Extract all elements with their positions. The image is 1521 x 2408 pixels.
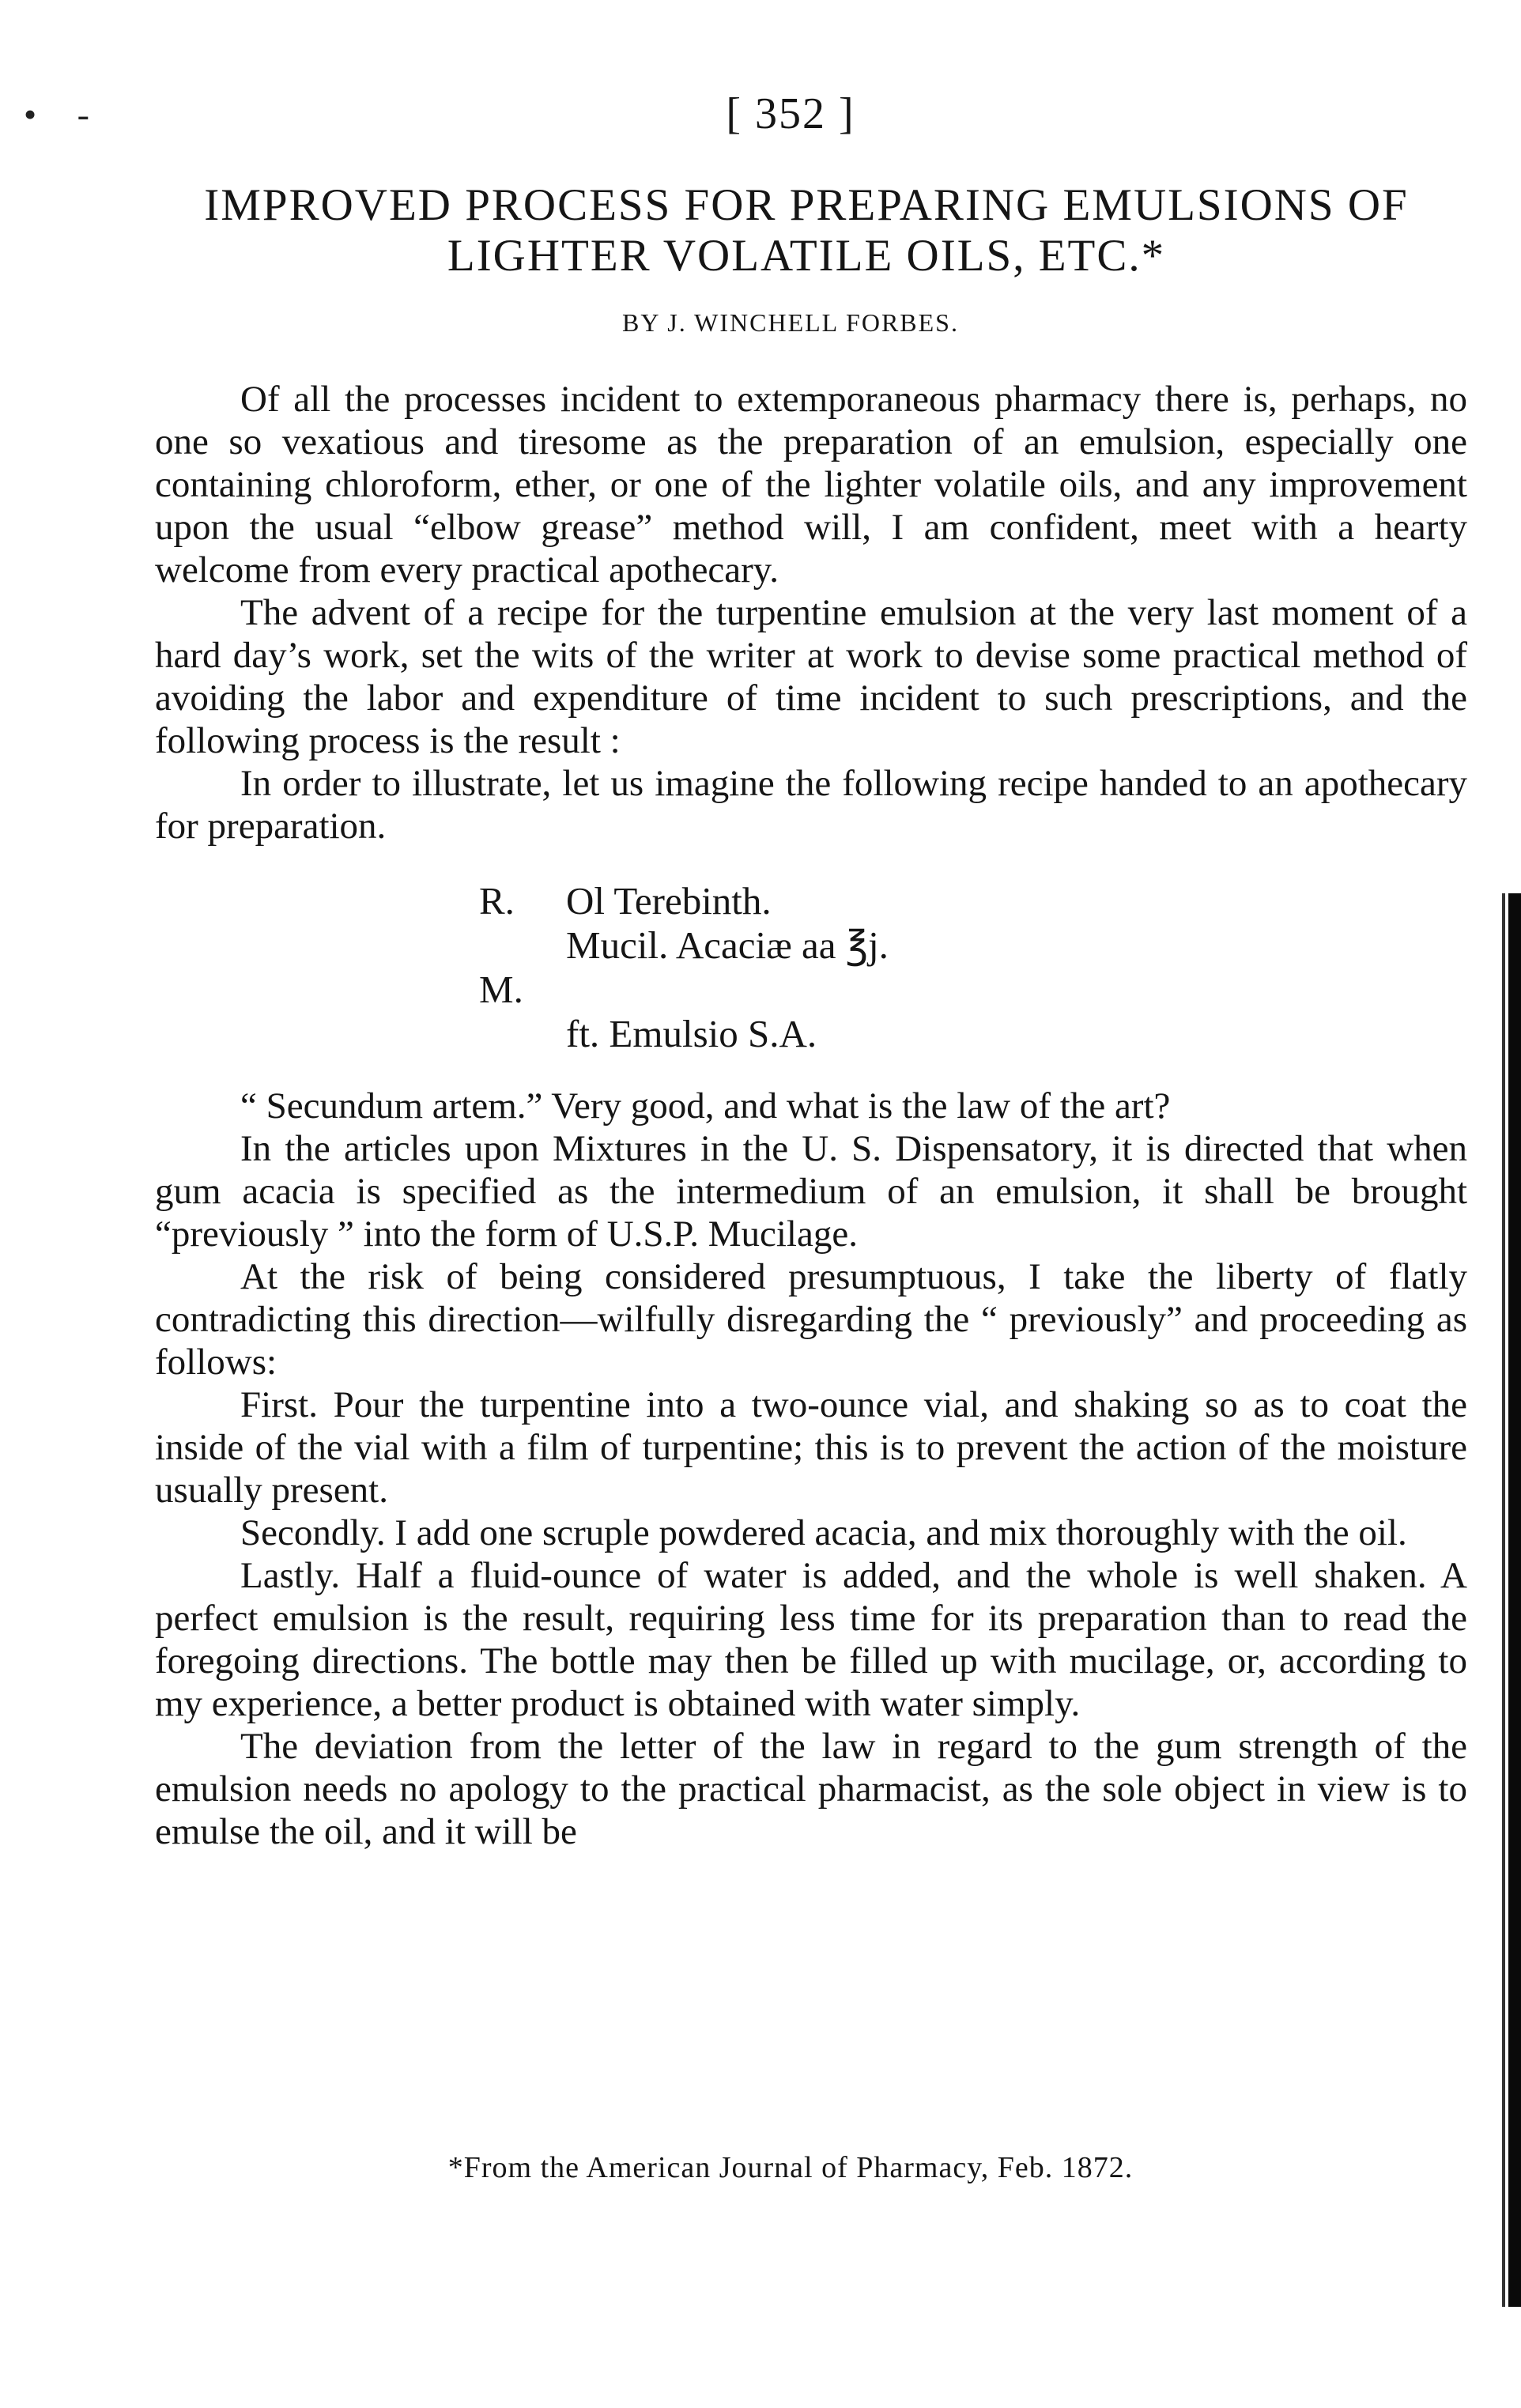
paragraph-6: At the risk of being considered presumptuous, I take the liberty of flatly contradicting this direction—wilfully disregarding the “ previously” and proceeding as follows: [155, 1256, 1467, 1383]
paragraph-1: Of all the processes incident to extemporaneous pharmacy there is, perhaps, no one so vexatious and tiresome as the preparation of an emulsion, especially one containing chloroform, ether, or one of the lighter volatile oils, and any improvement upon the usual “elbow grease” method will, I am confident, meet with a hearty welcome from every practical apothecary. [155, 379, 1467, 591]
scan-edge-shadow [1508, 893, 1521, 2307]
article-byline: BY J. WINCHELL FORBES. [622, 308, 959, 337]
paragraph-4: “ Secundum artem.” Very good, and what is the law of the art? [240, 1085, 1171, 1127]
recipe-line-1: Ol Terebinth. [566, 879, 772, 923]
recipe-m-symbol: M. [479, 968, 523, 1011]
paragraph-9: Lastly. Half a fluid-ounce of water is added, and the whole is well shaken. A perfect emulsion is the result, requiring less time for its preparation than to read the foregoing directions. The bottle may then be filled up with mucilage, or, according to my experience, a better product is obtained with water simply. [155, 1555, 1467, 1724]
paragraph-10: The deviation from the letter of the law in regard to the gum strength of the emulsion needs no apology to the practical pharmacist, as the sole object in view is to emulse the oil, and it will be [155, 1726, 1467, 1852]
title-line-2: LIGHTER VOLATILE OILS, ETC.* [447, 231, 1166, 281]
paragraph-2: The advent of a recipe for the turpentine emulsion at the very last moment of a hard day’s work, set the wits of the writer at work to devise some practical method of avoiding the labor and expenditure of time incident to such prescriptions, and the following process is the result : [155, 592, 1467, 761]
paragraph-5: In the articles upon Mixtures in the U. S. Dispensatory, it is directed that when gum acacia is specified as the intermedium of an emulsion, it shall be brought “previously ” into the form of U.S.P. Mucilage. [155, 1128, 1467, 1255]
title-line-1: IMPROVED PROCESS FOR PREPARING EMULSIONS OF [204, 180, 1409, 230]
article-body [155, 378, 1467, 1853]
recipe-line-3: ft. Emulsio S.A. [566, 1012, 817, 1055]
recipe-line-2: Mucil. Acaciæ aa ℥j. [566, 923, 889, 967]
recipe-r-symbol: R. [479, 879, 515, 923]
footnote: *From the American Journal of Pharmacy, Feb. 1872. [447, 2151, 1134, 2184]
recipe-block [155, 879, 1467, 1053]
paragraph-3: In order to illustrate, let us imagine the following recipe handed to an apothecary for preparation. [155, 763, 1467, 847]
page-number: [ 352 ] [726, 89, 855, 138]
scan-edge-line [1502, 893, 1505, 2307]
paragraph-8: Secondly. I add one scruple powdered acacia, and mix thoroughly with the oil. [240, 1512, 1407, 1553]
article-title [150, 180, 1462, 281]
margin-marks: • - [24, 94, 105, 134]
paragraph-7: First. Pour the turpentine into a two-ounce vial, and shaking so as to coat the inside of the vial with a film of turpentine; this is to prevent the action of the moisture usually present. [155, 1384, 1467, 1511]
